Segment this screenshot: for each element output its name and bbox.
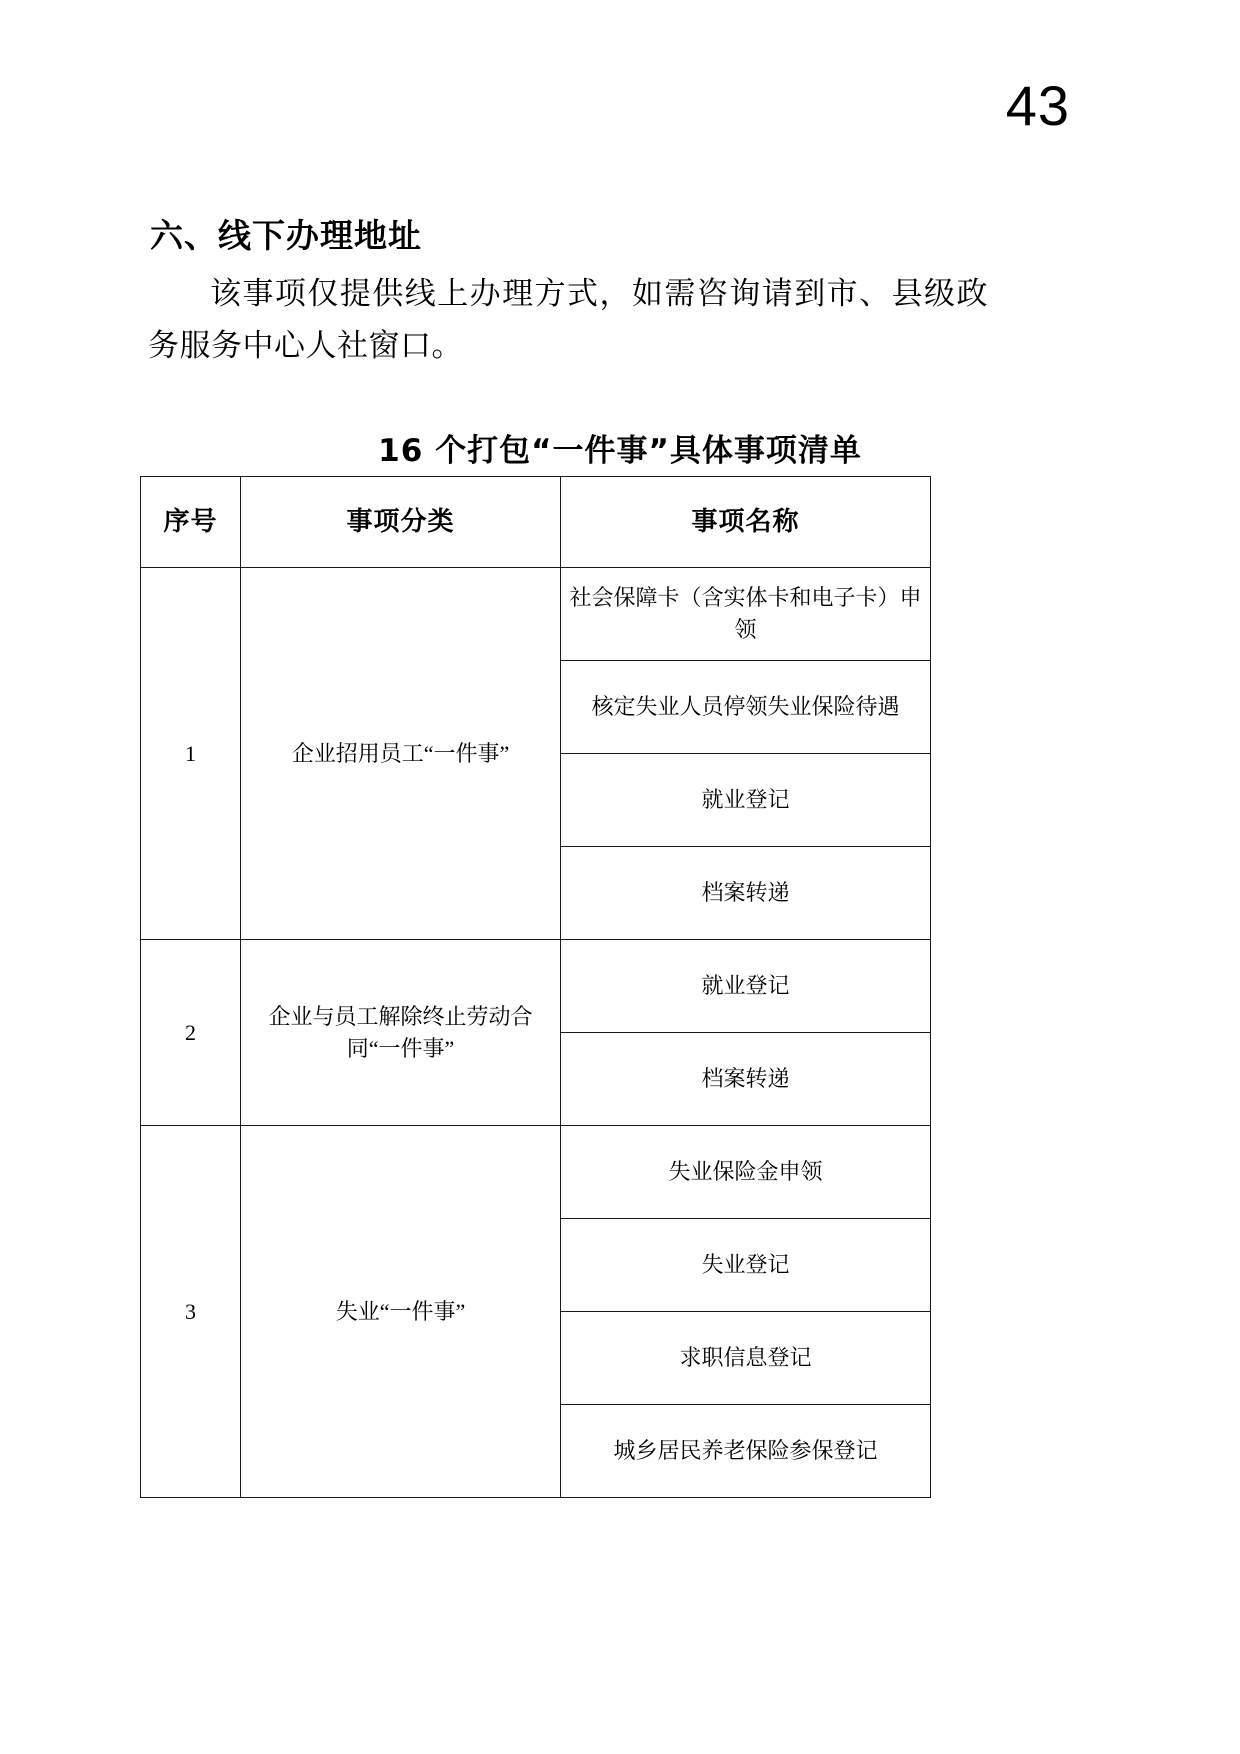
cell-category: 企业招用员工“一件事” — [241, 568, 561, 940]
cell-index: 3 — [141, 1126, 241, 1498]
table-header-row — [141, 477, 931, 568]
cell-item-name: 社会保障卡（含实体卡和电子卡）申领 — [561, 568, 931, 661]
table-body — [141, 568, 931, 1498]
column-header-index: 序号 — [141, 477, 241, 568]
cell-category: 失业“一件事” — [241, 1126, 561, 1498]
cell-item-name: 求职信息登记 — [561, 1312, 931, 1405]
cell-index: 2 — [141, 940, 241, 1126]
cell-item-name: 失业保险金申领 — [561, 1126, 931, 1219]
cell-item-name: 档案转递 — [561, 847, 931, 940]
table-title: 16 个打包“一件事”具体事项清单 — [378, 433, 862, 469]
table-row — [141, 940, 931, 1033]
cell-category: 企业与员工解除终止劳动合同“一件事” — [241, 940, 561, 1126]
column-header-category: 事项分类 — [241, 477, 561, 568]
items-table — [140, 476, 931, 1498]
cell-item-name: 城乡居民养老保险参保登记 — [561, 1405, 931, 1498]
column-header-name: 事项名称 — [561, 477, 931, 568]
cell-item-name: 核定失业人员停领失业保险待遇 — [561, 661, 931, 754]
cell-index: 1 — [141, 568, 241, 940]
page-number: 43 — [1005, 74, 1070, 137]
table-row — [141, 568, 931, 661]
cell-item-name: 失业登记 — [561, 1219, 931, 1312]
cell-item-name: 档案转递 — [561, 1033, 931, 1126]
section-heading: 六、线下办理地址 — [150, 219, 422, 255]
cell-item-name: 就业登记 — [561, 754, 931, 847]
cell-item-name: 就业登记 — [561, 940, 931, 1033]
section-paragraph: 该事项仅提供线上办理方式，如需咨询请到市、县级政务服务中心人社窗口。 — [148, 276, 988, 363]
table-row — [141, 1126, 931, 1219]
